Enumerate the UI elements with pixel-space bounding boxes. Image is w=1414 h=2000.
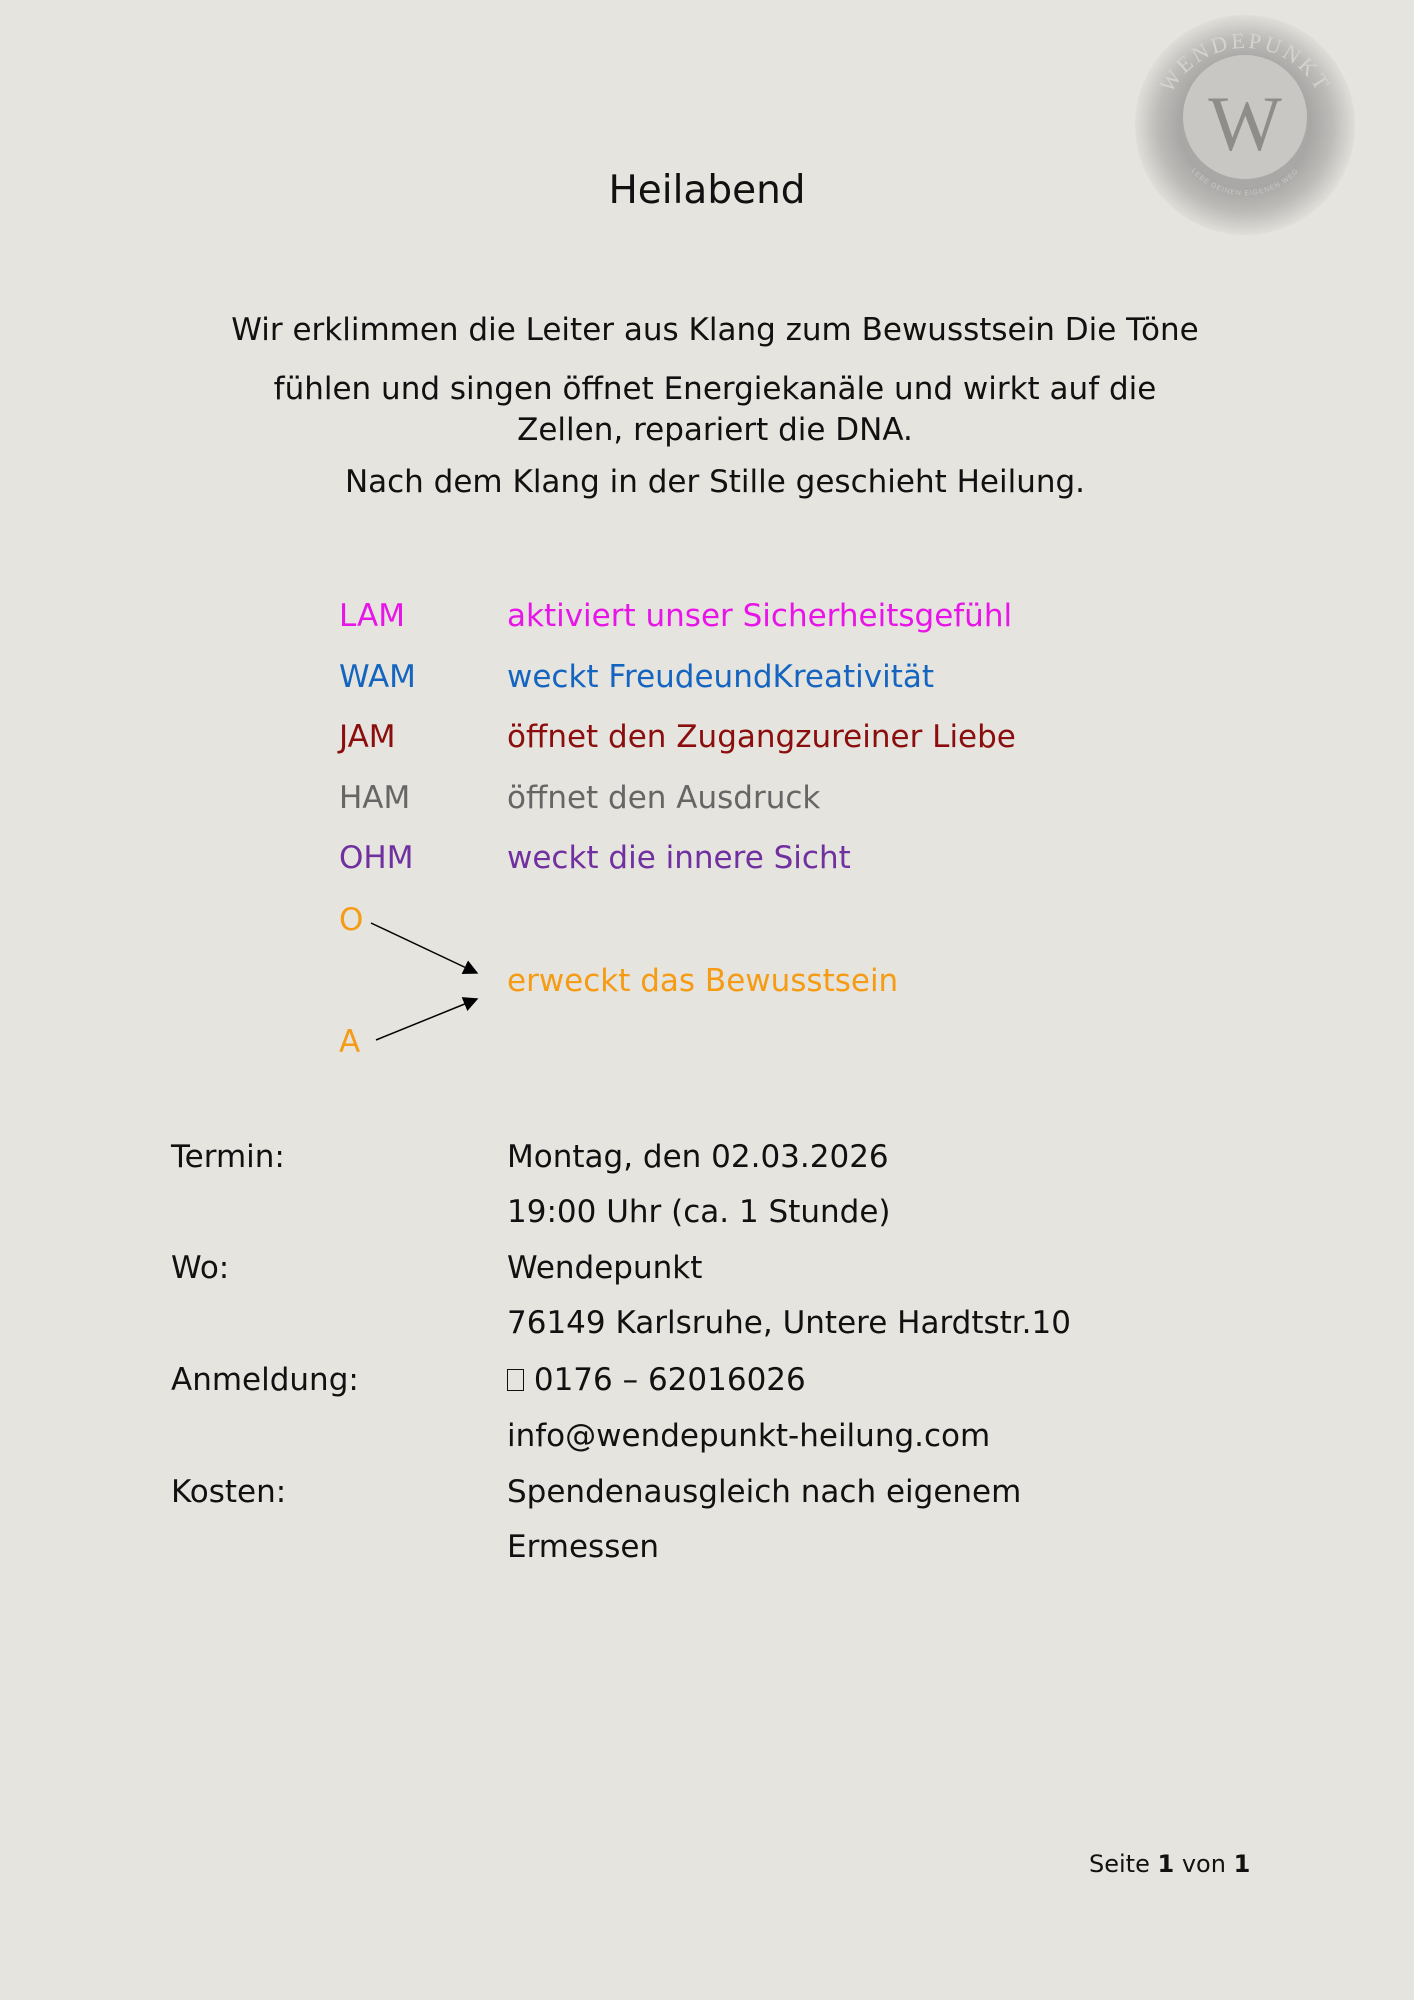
anmeldung-phone-row	[507, 1362, 806, 1398]
footer-total-pages: 1	[1233, 1850, 1251, 1878]
intro-text	[200, 310, 1230, 503]
logo-name: WENDEPUNKT	[1154, 27, 1337, 97]
arrow-graphic	[360, 905, 490, 1045]
kosten-line-2: Ermessen	[507, 1529, 660, 1565]
tone-oa-text: erweckt das Bewusstsein	[507, 963, 899, 999]
wo-place: Wendepunkt	[507, 1250, 703, 1286]
termin-time: 19:00 Uhr (ca. 1 Stunde)	[507, 1194, 891, 1230]
tone-syllable: OHM	[339, 840, 414, 876]
tone-description: aktiviert unser Sicherheitsgefühl	[507, 598, 1013, 634]
intro-line-1: Wir erklimmen die Leiter aus Klang zum Bewusstsein Die Töne	[231, 312, 1199, 348]
tone-syllable: LAM	[339, 598, 405, 634]
logo-letter: W	[1208, 80, 1282, 167]
footer-von: von	[1181, 1850, 1226, 1878]
intro-line-2: fühlen und singen öffnet Energiekanäle und wirkt auf die	[273, 371, 1157, 407]
intro-line-4: Nach dem Klang in der Stille geschieht Heilung.	[344, 464, 1086, 500]
tone-description: weckt FreudeundKreativität	[507, 659, 935, 695]
termin-date: Montag, den 02.03.2026	[507, 1139, 889, 1175]
tone-syllable: JAM	[339, 719, 396, 755]
tone-a: A	[339, 1024, 361, 1060]
wo-address: 76149 Karlsruhe, Untere Hardtstr.10	[507, 1305, 1071, 1341]
kosten-label: Kosten:	[171, 1474, 287, 1510]
kosten-line-1: Spendenausgleich nach eigenem	[507, 1474, 1022, 1510]
arrow-a	[376, 999, 477, 1040]
anmeldung-email[interactable]: info@wendepunkt-heilung.com	[507, 1418, 991, 1454]
wo-label: Wo:	[171, 1250, 230, 1286]
termin-label: Termin:	[171, 1139, 285, 1175]
tone-o: O	[339, 902, 364, 938]
tone-description: weckt die innere Sicht	[507, 840, 851, 876]
footer-current-page: 1	[1157, 1850, 1175, 1878]
tone-syllable: WAM	[339, 659, 416, 695]
logo-subtitle: LEBE DEINEN EIGENEN WEG	[1189, 167, 1301, 198]
anmeldung-label: Anmeldung:	[171, 1362, 359, 1398]
tone-description: öffnet den Zugangzureiner Liebe	[507, 719, 1016, 755]
arrow-o	[371, 923, 477, 973]
anmeldung-phone: 0176 – 62016026	[524, 1362, 806, 1398]
tone-syllable: HAM	[339, 780, 411, 816]
page-footer	[1089, 1850, 1250, 1878]
footer-seite: Seite	[1089, 1850, 1150, 1878]
page-title: Heilabend	[608, 168, 806, 213]
phone-icon	[507, 1369, 524, 1391]
tone-description: öffnet den Ausdruck	[507, 780, 821, 816]
intro-line-3: Zellen, repariert die DNA.	[517, 412, 913, 448]
